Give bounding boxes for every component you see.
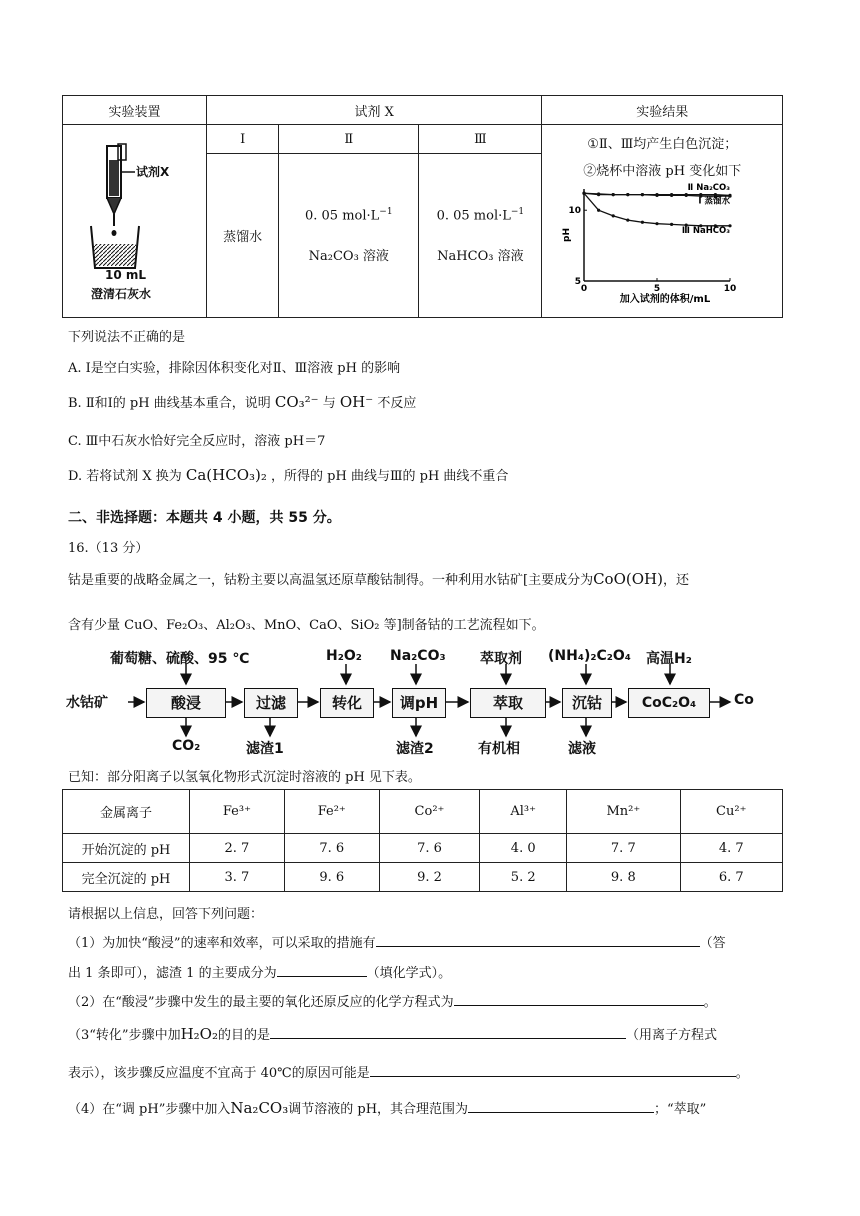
question-stem: 下列说法不正确的是 [68,330,186,345]
ph-chart [562,183,737,305]
reagent-III-conc: 0. 05 mol·L [436,208,511,224]
result-line-2: ②烧杯中溶液 pH 变化如下 [583,164,742,179]
flow-step-extract: 萃取 [470,688,546,718]
t2-header-0: 金属离子 [63,790,190,834]
t2-cell: 7. 6 [379,834,480,863]
flow-output-1: CO₂ [172,738,201,754]
t2-header-3: Co²⁺ [379,790,480,834]
option-B-ion1: CO₃²⁻ [274,393,319,411]
q16-intro-1 [68,569,689,588]
q3b-end: 。 [735,1066,749,1081]
flow-start: 水钴矿 [66,695,108,711]
q3-post: 的目的是 [217,1028,270,1043]
option-B-mid: 与 [322,396,336,411]
option-D [68,465,508,484]
q3-blank-1[interactable] [270,1024,626,1039]
q2-text: （2）在“酸浸”步骤中发生的最主要的氧化还原反应的化学方程式为 [68,995,454,1010]
series-label: Ⅲ NaHCO₃ [682,225,731,236]
t2-header-2: Fe²⁺ [284,790,379,834]
result-cell [542,125,783,318]
precipitation-table [62,789,783,892]
option-D-text: D. 若将试剂 X 换为 [68,469,182,484]
col-III: Ⅲ [419,125,542,154]
header-apparatus: 实验装置 [63,96,207,125]
q3b-text: 表示），该步骤反应温度不宜高于 40℃的原因可能是 [68,1066,370,1081]
flow-output-3: 滤渣2 [396,741,434,757]
q4-formula: Na₂CO₃ [230,1099,289,1117]
apparatus-cell [63,125,207,318]
apparatus-label-volume: 10 mL [105,268,147,282]
option-B [68,392,416,411]
q1-blank-2[interactable] [277,962,367,977]
x-axis-label: 加入试剂的体积/mL [620,294,711,305]
data-point [597,209,600,212]
section2-title: 二、非选择题：本题共 4 小题，共 55 分。 [68,510,341,526]
flow-input-1: 葡萄糖、硫酸、95 ℃ [110,651,250,667]
table-row [63,834,783,863]
t2-cell: 2. 7 [190,834,285,863]
q4-text: （4）在“调 pH”步骤中加入 [68,1102,231,1117]
t2-header-1: Fe³⁺ [190,790,285,834]
answer-prompt: 请根据以上信息，回答下列问题： [68,907,264,922]
t2-header-5: Mn²⁺ [567,790,680,834]
t2-cell: 9. 6 [284,863,379,892]
result-line-1: ①Ⅱ、Ⅲ均产生白色沉淀； [587,137,738,152]
option-B-post: 不反应 [377,396,417,411]
option-B-ion2: OH⁻ [339,393,374,411]
q1b-text: 出 1 条即可），滤渣 1 的主要成分为 [68,966,277,981]
q2-blank[interactable] [454,991,704,1006]
data-point [612,193,615,196]
data-point [597,192,600,195]
t2-cell: 4. 0 [480,834,567,863]
flow-input-2: H₂O₂ [326,648,362,664]
t2-header-4: Al³⁺ [480,790,567,834]
flow-input-6: 高温H₂ [646,651,692,667]
data-point [627,219,630,222]
q4-post: 调节溶液的 pH，其合理范围为 [288,1102,469,1117]
flow-step-precipitate-co: 沉钴 [562,688,612,718]
option-D-formula: Ca(HCO₃)₂ [185,466,267,484]
data-point [627,193,630,196]
q1-text: （1）为加快“酸浸”的速率和效率，可以采取的措施有 [68,936,376,951]
flow-end: Co [734,692,754,708]
q3-formula: H₂O₂ [180,1025,218,1043]
t2-cell: 6. 7 [680,863,782,892]
t2-cell: 7. 6 [284,834,379,863]
x-tick-label: 0 [581,284,588,294]
q2-end: 。 [703,995,717,1010]
flow-input-5: (NH₄)₂C₂O₄ [548,648,631,664]
t2-cell: 完全沉淀的 pH [63,863,190,892]
option-C: C. Ⅲ中石灰水恰好完全反应时，溶液 pH＝7 [68,434,326,449]
reagent-I: 蒸馏水 [207,154,279,318]
t2-cell: 9. 8 [567,863,680,892]
reagent-II-conc: 0. 05 mol·L [305,208,380,224]
flow-output-4: 有机相 [478,741,520,757]
reagent-II: 0. 05 $mol\cdot L^{-1}$ Na₂CO₃ 溶液 [279,154,419,318]
series-label: Ⅱ Na₂CO₃ [688,183,731,194]
q3-text: （3“转化”步骤中加 [68,1028,181,1043]
t2-cell: 3. 7 [190,863,285,892]
header-reagent: 试剂 X [207,96,542,125]
q4-end: ；“萃取” [654,1102,707,1117]
data-point [641,193,644,196]
data-point [656,194,659,197]
flow-input-4: 萃取剂 [480,651,522,667]
y-tick-label: 5 [575,277,582,287]
flow-step-filter: 过滤 [244,688,298,718]
t2-cell: 7. 7 [567,834,680,863]
header-result: 实验结果 [542,96,783,125]
col-II: Ⅱ [279,125,419,154]
known-text: 已知：部分阳离子以氢氧化物形式沉淀时溶液的 pH 见下表。 [68,770,421,785]
data-point [685,194,688,197]
q1-line-a [68,932,726,951]
reagent-III: 0. 05 $mol\cdot L^{-1}$ NaHCO₃ 溶液 [419,154,542,318]
q16-header: 16.（13 分） [68,541,149,556]
reagent-III-name: NaHCO₃ 溶液 [437,249,524,265]
y-axis-label: pH [562,228,573,242]
q16-intro-1-post: ，还 [662,573,689,588]
series-label: Ⅰ 蒸馏水 [698,196,731,207]
data-point [641,221,644,224]
option-B-text: B. Ⅱ和Ⅰ的 pH 曲线基本重合，说明 [68,396,271,411]
q3-end: （用离子方程式 [626,1028,718,1043]
data-point [583,192,586,195]
t2-cell: 5. 2 [480,863,567,892]
flow-step-cobalt-oxalate: CoC₂O₄ [628,688,710,718]
flow-step-adjust-ph: 调pH [392,688,446,718]
q2-line [68,991,717,1010]
q16-intro-1-text: 钴是重要的战略金属之一，钴粉主要以高温氢还原草酸钴制得。一种利用水钴矿[主要成分为 [68,573,594,588]
flow-output-5: 滤液 [568,741,596,757]
data-point [670,194,673,197]
q16-intro-1-formula: CoO(OH) [593,570,663,588]
experiment-table [62,95,783,318]
t2-cell: 4. 7 [680,834,782,863]
option-D-post: ，所得的 pH 曲线与Ⅲ的 pH 曲线不重合 [271,469,509,484]
q1-blank-1[interactable] [376,932,700,947]
apparatus-label-reagent: 试剂X [136,165,170,179]
col-I: Ⅰ [207,125,279,154]
t2-header-6: Cu²⁺ [680,790,782,834]
q3-line-a [68,1024,717,1043]
q3-line-b [68,1062,749,1081]
q1b-end: （填化学式）。 [366,966,452,981]
option-A: A. Ⅰ是空白实验，排除因体积变化对Ⅱ、Ⅲ溶液 pH 的影响 [68,361,401,376]
y-tick-label: 10 [568,206,582,217]
data-point [612,214,615,217]
apparatus-label-solution: 澄清石灰水 [91,287,152,301]
q3-blank-2[interactable] [370,1062,736,1077]
q1-line-b [68,962,451,981]
q16-intro-2: 含有少量 CuO、Fe₂O₃、Al₂O₃、MnO、CaO、SiO₂ 等]制备钴的工艺流程如下。 [68,618,545,633]
flow-output-2: 滤渣1 [246,741,284,757]
data-point [656,222,659,225]
data-point [670,223,673,226]
x-tick-label: 5 [654,284,661,294]
flow-step-acid-leach: 酸浸 [146,688,226,718]
q4-line [68,1098,706,1117]
table-row [63,863,783,892]
q4-blank[interactable] [468,1098,654,1113]
t2-cell: 9. 2 [379,863,480,892]
reagent-II-name: Na₂CO₃ 溶液 [308,249,389,265]
flow-input-3: Na₂CO₃ [390,648,446,664]
q1-end: （答 [699,936,726,951]
x-tick-label: 10 [724,284,737,294]
t2-cell: 开始沉淀的 pH [63,834,190,863]
flow-step-convert: 转化 [320,688,374,718]
